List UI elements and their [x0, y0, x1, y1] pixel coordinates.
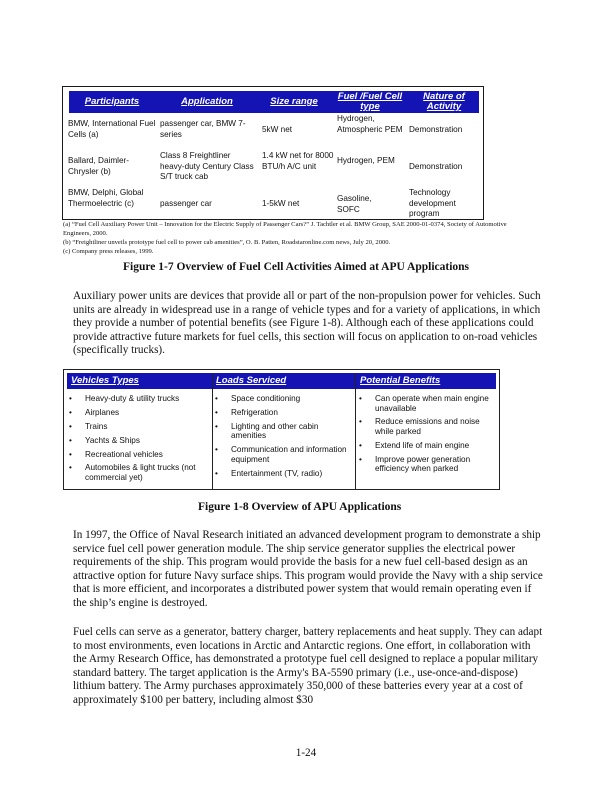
list-item — [69, 463, 209, 482]
column-divider — [212, 373, 213, 489]
col-header-participants: Participants — [84, 96, 140, 107]
bullet-icon: • — [215, 394, 218, 403]
footnote-a: (a) “Fuel Cell Auxiliary Power Unit – Innovation for the Electric Supply of Passenger Cars?” J. Tachtler et al. BMW Group, SAE 2000-01-0374, Society of Automotive Engineers, 2000. — [63, 221, 507, 237]
bullet-icon: • — [359, 417, 362, 427]
list-item-text: Extend life of main engine — [375, 440, 470, 450]
list-item-text: Airplanes — [85, 407, 120, 417]
figure-1-8-caption: Figure 1-8 Overview of APU Applications — [198, 501, 402, 513]
table-cell: BMW, Delphi, Global Thermoelectric (c) — [68, 188, 144, 208]
list-item-text: Refrigeration — [231, 407, 278, 417]
bullet-icon: • — [359, 454, 362, 464]
bullet-icon: • — [359, 394, 362, 403]
table-cell: Ballard, Daimler-Chrysler (b) — [68, 156, 129, 176]
list-item — [215, 422, 350, 441]
table-cell: Demonstration — [409, 125, 463, 134]
bullet-icon: • — [359, 440, 362, 450]
col-header-application: Application — [181, 96, 233, 107]
apu-applications-table — [63, 369, 500, 490]
table-cell: 1.4 kW net for 8000 BTU/h A/C unit — [262, 151, 334, 171]
list-item — [215, 408, 350, 418]
table-cell: Technology development program — [409, 188, 456, 218]
col-header-loads-serviced: Loads Serviced — [216, 375, 287, 386]
bullet-icon: • — [69, 463, 72, 473]
table-cell: Hydrogen, Atmospheric PEM — [337, 114, 403, 134]
list-item-text: Entertainment (TV, radio) — [231, 468, 323, 478]
footnote-b: (b) “Freightliner unveils prototype fuel cell to power cab amenities”, O. B. Patten, Roadstaronline.com news, July 20, 2000. — [63, 239, 391, 246]
list-item — [359, 441, 497, 451]
list-item-text: Automobiles & light trucks (not commercial yet) — [85, 463, 196, 482]
bullet-icon: • — [69, 407, 72, 417]
table-cell: Hydrogen, PEM — [337, 156, 395, 165]
list-item — [69, 422, 209, 432]
table-cell: Demonstration — [409, 162, 463, 171]
list-item-text: Improve power generation efficiency when parked — [375, 454, 471, 474]
page-number: 1-24 — [295, 747, 317, 759]
bullet-icon: • — [215, 445, 218, 455]
list-item — [215, 445, 350, 464]
list-item — [69, 436, 209, 446]
figure-1-7-caption: Figure 1-7 Overview of Fuel Cell Activities Aimed at APU Applications — [123, 261, 470, 273]
col-header-size-range: Size range — [270, 96, 318, 107]
list-item — [359, 455, 497, 474]
col-header-fuel-cell-type: Fuel /Fuel Cell type — [337, 91, 403, 112]
bullet-icon: • — [69, 449, 72, 459]
table-cell: BMW, International Fuel Cells (a) — [68, 119, 156, 139]
list-item-text: Heavy-duty & utility trucks — [85, 394, 180, 403]
table-cell: Class 8 Freightliner heavy-duty Century Class S/T truck cab — [160, 151, 254, 181]
col-header-vehicle-types: Vehicles Types — [71, 375, 139, 386]
paragraph-fuel-cell-uses: Fuel cells can serve as a generator, battery charger, battery replacements and heat supply. They can adapt to most environments, even locations in Arctic and Antarctic regions. One effort, in collaboration with the Army Research Office, has demonstrated a prototype fuel cell designed to replace a popular military standard battery. The target application is the Army's BA-5590 primary (i.e., use-once-and-dispose) lithium battery. The Army purchases approximately 350,000 of these batteries every year at a cost of approximately $100 per battery, including almost $30 — [73, 626, 543, 706]
list-item — [215, 469, 350, 479]
bullet-icon: • — [215, 468, 218, 478]
bullet-icon: • — [69, 421, 72, 431]
list-item — [69, 394, 209, 404]
list-item-text: Yachts & Ships — [85, 435, 140, 445]
list-item — [69, 408, 209, 418]
list-item — [215, 394, 350, 404]
loads-serviced-list — [215, 394, 350, 482]
table-cell: passenger car — [160, 199, 212, 208]
bullet-icon: • — [215, 407, 218, 417]
vehicle-types-list — [69, 394, 209, 487]
col-header-nature-of-activity: Nature of Activity — [423, 91, 465, 112]
list-item — [359, 394, 497, 413]
paragraph-naval-research: In 1997, the Office of Naval Research initiated an advanced development program to demonstrate a ship service fuel cell power generation module. The ship service generator supplies the electrical power requirements of the ship. This program would provide the basis for a new fuel cell-based design as an attractive option for future Navy surface ships. This program would provide the Navy with a ship service that is more efficient, and incorporates a distributed power system that would remain operating even if the ship’s engine is destroyed. — [73, 529, 543, 609]
col-header-potential-benefits: Potential Benefits — [360, 375, 441, 386]
list-item-text: Recreational vehicles — [85, 449, 163, 459]
bullet-icon: • — [69, 435, 72, 445]
list-item — [359, 417, 497, 436]
potential-benefits-list — [359, 394, 497, 478]
bullet-icon: • — [215, 421, 218, 431]
table-cell: 5kW net — [262, 125, 293, 134]
fuel-cell-activities-table — [62, 86, 484, 220]
footnote-c: (c) Company press releases, 1999. — [63, 248, 154, 255]
list-item — [69, 450, 209, 460]
table-cell: 1-5kW net — [262, 199, 300, 208]
paragraph-apu-intro: Auxiliary power units are devices that provide all or part of the non-propulsion power for vehicles. Such units are already in widespread use in a range of vehicle types and for a variety of applications, in which they provide a number of potential benefits (see Figure 1-8). Although each of these applications could provide attractive future markets for fuel cells, this section will focus on application to on-road vehicles (specifically trucks). — [73, 290, 541, 357]
list-item-text: Can operate when main engine unavailable — [375, 394, 489, 413]
table-cell: Gasoline, SOFC — [337, 194, 372, 214]
list-item-text: Space conditioning — [231, 394, 301, 403]
list-item-text: Lighting and other cabin amenities — [231, 421, 319, 441]
list-item-text: Communication and information equipment — [231, 445, 347, 464]
table-cell: passenger car, BMW 7-series — [160, 119, 246, 139]
list-item-text: Reduce emissions and noise while parked — [375, 417, 480, 436]
list-item-text: Trains — [85, 421, 108, 431]
bullet-icon: • — [69, 394, 72, 403]
column-divider — [355, 373, 356, 489]
